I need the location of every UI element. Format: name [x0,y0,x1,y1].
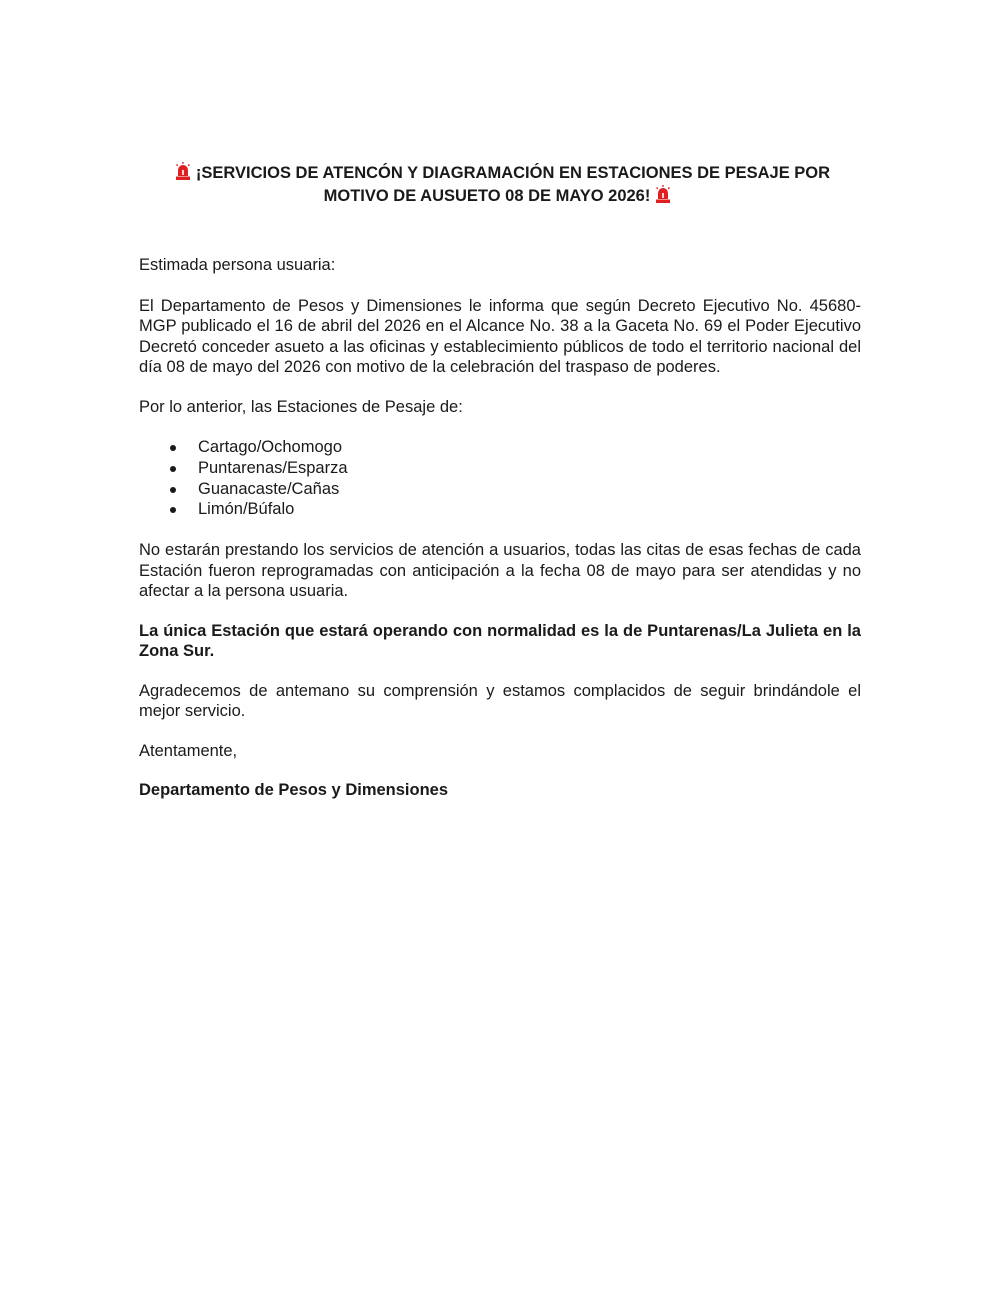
title-line-2 [119,185,881,208]
paragraph-thanks: Agradecemos de antemano su comprensión y estamos complacidos de seguir brindándole el mejor servicio. [139,681,861,721]
paragraph-highlight: La única Estación que estará operando con normalidad es la de Puntarenas/La Julieta en la Zona Sur. [139,621,861,661]
bullet-icon [170,466,176,472]
list-item [139,479,861,500]
title-line-1 [119,162,881,185]
stations-list [139,437,861,520]
bullet-icon [170,445,176,451]
list-item [139,458,861,479]
signature: Departamento de Pesos y Dimensiones [139,781,449,800]
list-item [139,437,861,458]
station-label: Limón/Búfalo [198,500,295,519]
bullet-icon [170,507,176,513]
paragraph-services: No estarán prestando los servicios de atención a usuarios, todas las citas de esas fechas de cada Estación fueron reprogramadas con anticipación a la fecha 08 de mayo para ser atendidas y no afectar a la persona usuaria. [139,541,861,601]
title-text-2: MOTIVO DE AUSUETO 08 DE MAYO 2026! [323,187,651,205]
station-label: Puntarenas/Esparza [198,458,348,477]
paragraph-decree: El Departamento de Pesos y Dimensiones le informa que según Decreto Ejecutivo No. 45680-MGP publicado el 16 de abril del 2026 en el Alcance No. 38 a la Gaceta No. 69 el Poder Ejecutivo Decretó conceder asueto a las oficinas y establecimiento públicos de todo el territorio nacional del día 08 de mayo del 2026 con motivo de la celebración del traspaso de poderes. [139,296,861,376]
title-text-1: ¡SERVICIOS DE ATENCÓN Y DIAGRAMACIÓN EN ESTACIONES DE PESAJE POR [195,164,831,182]
station-label: Cartago/Ochomogo [198,438,342,456]
bullet-icon [170,487,176,493]
document-page [139,162,861,801]
siren-icon [654,185,672,204]
station-label: Guanacaste/Cañas [198,479,340,498]
greeting: Estimada persona usuaria: [139,256,336,274]
document-title [119,162,881,208]
paragraph-intro: Por lo anterior, las Estaciones de Pesaje de: [139,397,463,416]
siren-icon [174,162,192,181]
list-item [139,499,861,520]
closing: Atentamente, [139,741,238,760]
